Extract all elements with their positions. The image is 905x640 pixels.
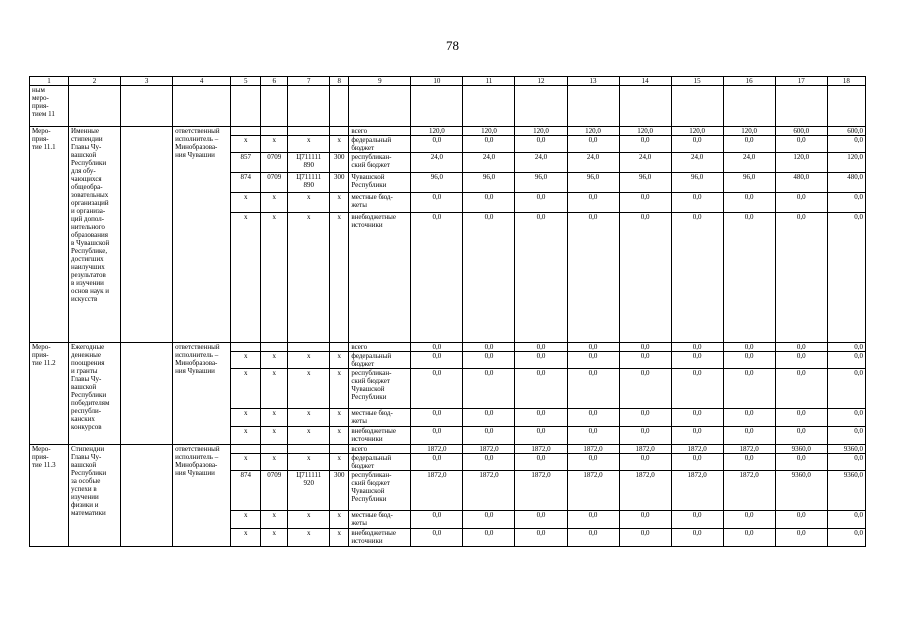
value-cell: 120,0 bbox=[619, 127, 671, 136]
empty-cell bbox=[288, 86, 330, 127]
expense-type-cell: х bbox=[330, 529, 349, 547]
value-cell: 0,0 bbox=[515, 352, 567, 369]
empty-cell bbox=[619, 86, 671, 127]
value-cell: 0,0 bbox=[671, 409, 723, 427]
empty-cell bbox=[261, 86, 288, 127]
value-cell: 24,0 bbox=[567, 153, 619, 173]
target-article-cell: х bbox=[288, 369, 330, 409]
header-cell: 15 bbox=[671, 77, 723, 86]
value-cell: 0,0 bbox=[775, 193, 827, 213]
value-cell: 0,0 bbox=[723, 454, 775, 471]
value-cell: 0,0 bbox=[619, 136, 671, 153]
header-cell: 7 bbox=[288, 77, 330, 86]
expense-type-cell: х bbox=[330, 352, 349, 369]
expense-type-cell: 300 bbox=[330, 471, 349, 511]
grbs-cell: х bbox=[231, 409, 261, 427]
grbs-cell: х bbox=[231, 529, 261, 547]
value-cell: 0,0 bbox=[411, 529, 463, 547]
page-number: 78 bbox=[446, 38, 459, 53]
value-cell: 1872,0 bbox=[723, 471, 775, 511]
value-cell: 24,0 bbox=[723, 153, 775, 173]
funding-source-cell: республикан- ский бюджет bbox=[349, 153, 411, 173]
target-article-cell: Ц711111 890 bbox=[288, 173, 330, 193]
value-cell: 0,0 bbox=[515, 369, 567, 409]
value-cell: 0,0 bbox=[567, 427, 619, 445]
target-article-cell: Ц711111 920 bbox=[288, 471, 330, 511]
empty-cell bbox=[515, 86, 567, 127]
expense-type-cell: х bbox=[330, 454, 349, 471]
expense-type-cell: 300 bbox=[330, 153, 349, 173]
expense-type-cell: 300 bbox=[330, 173, 349, 193]
funding-source-cell: внебюджетные источники bbox=[349, 529, 411, 547]
value-cell: 0,0 bbox=[775, 427, 827, 445]
table-body bbox=[30, 77, 866, 547]
value-cell: 0,0 bbox=[619, 409, 671, 427]
value-cell: 0,0 bbox=[827, 213, 865, 343]
target-article-cell bbox=[288, 343, 330, 352]
value-cell: 120,0 bbox=[671, 127, 723, 136]
empty-cell bbox=[121, 86, 173, 127]
value-cell: 0,0 bbox=[775, 136, 827, 153]
value-cell: 0,0 bbox=[567, 454, 619, 471]
section-cell bbox=[261, 445, 288, 454]
value-cell: 0,0 bbox=[411, 352, 463, 369]
value-cell: 0,0 bbox=[463, 213, 515, 343]
section-cell: х bbox=[261, 369, 288, 409]
funding-source-cell: местные бюд- жеты bbox=[349, 409, 411, 427]
section-cell: х bbox=[261, 511, 288, 529]
value-cell: 24,0 bbox=[619, 153, 671, 173]
expense-type-cell: х bbox=[330, 136, 349, 153]
section-cell: х bbox=[261, 352, 288, 369]
value-cell: 0,0 bbox=[515, 343, 567, 352]
value-cell: 0,0 bbox=[463, 427, 515, 445]
target-article-cell: х bbox=[288, 352, 330, 369]
value-cell: 1872,0 bbox=[463, 445, 515, 454]
funding-source-cell: федеральный бюджет bbox=[349, 136, 411, 153]
value-cell: 0,0 bbox=[671, 352, 723, 369]
measure-cell: Меро- прия- тие 11.1 bbox=[30, 127, 69, 343]
value-cell: 0,0 bbox=[671, 511, 723, 529]
empty-cell bbox=[121, 127, 173, 343]
grbs-cell: х bbox=[231, 427, 261, 445]
grbs-cell: 874 bbox=[231, 471, 261, 511]
empty-cell bbox=[411, 86, 463, 127]
value-cell: 96,0 bbox=[671, 173, 723, 193]
header-cell: 14 bbox=[619, 77, 671, 86]
funding-source-cell: Чувашской Республики bbox=[349, 173, 411, 193]
value-cell: 0,0 bbox=[463, 454, 515, 471]
value-cell: 0,0 bbox=[411, 213, 463, 343]
empty-cell bbox=[463, 86, 515, 127]
value-cell: 9360,0 bbox=[775, 471, 827, 511]
value-cell: 0,0 bbox=[463, 529, 515, 547]
section-cell bbox=[261, 343, 288, 352]
value-cell: 0,0 bbox=[671, 529, 723, 547]
grbs-cell bbox=[231, 127, 261, 136]
table-row bbox=[30, 445, 866, 454]
header-cell: 11 bbox=[463, 77, 515, 86]
value-cell: 0,0 bbox=[671, 427, 723, 445]
section-cell: х bbox=[261, 529, 288, 547]
continuation-row bbox=[30, 86, 866, 127]
grbs-cell bbox=[231, 343, 261, 352]
value-cell: 0,0 bbox=[619, 529, 671, 547]
value-cell: 0,0 bbox=[775, 409, 827, 427]
measure-name-cell: Именные стипендии Главы Чу- вашской Республики для обу- чающихся общеобра- зовательных организаций и организа- ций допол- нительного образования в Чувашской Республике, достигших наилучших результатов в изучении основ наук и искусств bbox=[69, 127, 121, 343]
empty-cell bbox=[775, 86, 827, 127]
value-cell: 1872,0 bbox=[619, 471, 671, 511]
value-cell: 0,0 bbox=[411, 369, 463, 409]
value-cell: 9360,0 bbox=[775, 445, 827, 454]
value-cell: 0,0 bbox=[723, 136, 775, 153]
value-cell: 1872,0 bbox=[411, 445, 463, 454]
target-article-cell: х bbox=[288, 529, 330, 547]
value-cell: 0,0 bbox=[775, 213, 827, 343]
value-cell: 0,0 bbox=[827, 409, 865, 427]
value-cell: 0,0 bbox=[567, 529, 619, 547]
value-cell: 0,0 bbox=[463, 409, 515, 427]
target-article-cell: Ц711111 890 bbox=[288, 153, 330, 173]
funding-source-cell: федеральный бюджет bbox=[349, 352, 411, 369]
grbs-cell bbox=[231, 445, 261, 454]
value-cell: 0,0 bbox=[723, 529, 775, 547]
value-cell: 0,0 bbox=[619, 511, 671, 529]
section-cell: х bbox=[261, 136, 288, 153]
value-cell: 1872,0 bbox=[723, 445, 775, 454]
section-cell: х bbox=[261, 454, 288, 471]
grbs-cell: х bbox=[231, 511, 261, 529]
value-cell: 0,0 bbox=[619, 454, 671, 471]
value-cell: 0,0 bbox=[827, 352, 865, 369]
value-cell: 24,0 bbox=[515, 153, 567, 173]
measure-name-cell: Стипендии Главы Чу- вашской Республики за особые успехи в изучении физики и математики bbox=[69, 445, 121, 547]
value-cell: 0,0 bbox=[463, 193, 515, 213]
section-cell: 0709 bbox=[261, 173, 288, 193]
value-cell: 96,0 bbox=[515, 173, 567, 193]
responsible-cell: ответственный исполнитель – Минобразова- ния Чувашии bbox=[173, 343, 231, 445]
value-cell: 0,0 bbox=[723, 343, 775, 352]
value-cell: 0,0 bbox=[567, 193, 619, 213]
section-cell bbox=[261, 127, 288, 136]
value-cell: 0,0 bbox=[515, 409, 567, 427]
funding-source-cell: внебюджетные источники bbox=[349, 213, 411, 343]
target-article-cell: х bbox=[288, 409, 330, 427]
header-cell: 8 bbox=[330, 77, 349, 86]
empty-cell bbox=[567, 86, 619, 127]
value-cell: 9360,0 bbox=[827, 445, 865, 454]
section-cell: х bbox=[261, 409, 288, 427]
value-cell: 0,0 bbox=[567, 343, 619, 352]
value-cell: 0,0 bbox=[671, 369, 723, 409]
value-cell: 0,0 bbox=[827, 454, 865, 471]
value-cell: 0,0 bbox=[827, 136, 865, 153]
value-cell: 1872,0 bbox=[515, 445, 567, 454]
value-cell: 0,0 bbox=[619, 193, 671, 213]
grbs-cell: 857 bbox=[231, 153, 261, 173]
grbs-cell: 874 bbox=[231, 173, 261, 193]
value-cell: 0,0 bbox=[671, 343, 723, 352]
expense-type-cell bbox=[330, 343, 349, 352]
section-cell: х bbox=[261, 427, 288, 445]
value-cell: 0,0 bbox=[411, 193, 463, 213]
section-cell: 0709 bbox=[261, 471, 288, 511]
value-cell: 600,0 bbox=[775, 127, 827, 136]
measure-name-cell: Ежегодные денежные поощрения и гранты Главы Чу- вашской Республики победителям республи- канских конкурсов bbox=[69, 343, 121, 445]
value-cell: 0,0 bbox=[775, 352, 827, 369]
value-cell: 0,0 bbox=[463, 511, 515, 529]
expense-type-cell: х bbox=[330, 511, 349, 529]
empty-cell bbox=[671, 86, 723, 127]
funding-source-cell: всего bbox=[349, 445, 411, 454]
value-cell: 0,0 bbox=[671, 193, 723, 213]
value-cell: 0,0 bbox=[567, 352, 619, 369]
value-cell: 1872,0 bbox=[515, 471, 567, 511]
value-cell: 0,0 bbox=[827, 369, 865, 409]
value-cell: 0,0 bbox=[567, 136, 619, 153]
value-cell: 0,0 bbox=[775, 369, 827, 409]
value-cell: 0,0 bbox=[567, 409, 619, 427]
header-cell: 13 bbox=[567, 77, 619, 86]
empty-cell bbox=[827, 86, 865, 127]
header-cell: 16 bbox=[723, 77, 775, 86]
header-cell: 17 bbox=[775, 77, 827, 86]
value-cell: 0,0 bbox=[463, 136, 515, 153]
grbs-cell: х bbox=[231, 352, 261, 369]
value-cell: 1872,0 bbox=[619, 445, 671, 454]
value-cell: 480,0 bbox=[827, 173, 865, 193]
value-cell: 0,0 bbox=[515, 193, 567, 213]
empty-cell bbox=[231, 86, 261, 127]
grbs-cell: х bbox=[231, 136, 261, 153]
value-cell: 1872,0 bbox=[671, 445, 723, 454]
target-article-cell: х bbox=[288, 136, 330, 153]
header-cell: 6 bbox=[261, 77, 288, 86]
value-cell: 0,0 bbox=[671, 454, 723, 471]
value-cell: 0,0 bbox=[619, 427, 671, 445]
value-cell: 0,0 bbox=[775, 529, 827, 547]
target-article-cell: х bbox=[288, 193, 330, 213]
table-row bbox=[30, 343, 866, 352]
value-cell: 24,0 bbox=[463, 153, 515, 173]
expense-type-cell: х bbox=[330, 369, 349, 409]
header-cell: 9 bbox=[349, 77, 411, 86]
value-cell: 0,0 bbox=[567, 369, 619, 409]
value-cell: 120,0 bbox=[567, 127, 619, 136]
empty-cell bbox=[723, 86, 775, 127]
empty-cell bbox=[173, 86, 231, 127]
empty-cell bbox=[121, 445, 173, 547]
value-cell: 120,0 bbox=[515, 127, 567, 136]
header-cell: 10 bbox=[411, 77, 463, 86]
value-cell: 0,0 bbox=[775, 454, 827, 471]
section-cell: х bbox=[261, 193, 288, 213]
value-cell: 0,0 bbox=[515, 454, 567, 471]
value-cell: 480,0 bbox=[775, 173, 827, 193]
target-article-cell bbox=[288, 127, 330, 136]
value-cell: 1872,0 bbox=[567, 471, 619, 511]
value-cell: 96,0 bbox=[567, 173, 619, 193]
value-cell: 0,0 bbox=[827, 193, 865, 213]
expense-type-cell: х bbox=[330, 409, 349, 427]
measure-cell: Меро- прия- тие 11.2 bbox=[30, 343, 69, 445]
funding-source-cell: всего bbox=[349, 343, 411, 352]
value-cell: 0,0 bbox=[827, 511, 865, 529]
value-cell: 120,0 bbox=[827, 153, 865, 173]
budget-table bbox=[29, 76, 866, 547]
header-cell: 18 bbox=[827, 77, 865, 86]
value-cell: 0,0 bbox=[723, 427, 775, 445]
value-cell: 0,0 bbox=[827, 427, 865, 445]
expense-type-cell: х bbox=[330, 213, 349, 343]
value-cell: 0,0 bbox=[463, 369, 515, 409]
value-cell: 1872,0 bbox=[567, 445, 619, 454]
value-cell: 0,0 bbox=[723, 369, 775, 409]
funding-source-cell: местные бюд- жеты bbox=[349, 511, 411, 529]
value-cell: 0,0 bbox=[619, 369, 671, 409]
value-cell: 120,0 bbox=[411, 127, 463, 136]
value-cell: 0,0 bbox=[619, 352, 671, 369]
value-cell: 0,0 bbox=[411, 454, 463, 471]
value-cell: 96,0 bbox=[463, 173, 515, 193]
target-article-cell: х bbox=[288, 454, 330, 471]
empty-cell bbox=[330, 86, 349, 127]
value-cell: 0,0 bbox=[723, 409, 775, 427]
grbs-cell: х bbox=[231, 213, 261, 343]
funding-source-cell: местные бюд- жеты bbox=[349, 193, 411, 213]
header-cell: 1 bbox=[30, 77, 69, 86]
value-cell: 0,0 bbox=[515, 213, 567, 343]
value-cell: 0,0 bbox=[775, 343, 827, 352]
target-article-cell: х bbox=[288, 511, 330, 529]
grbs-cell: х bbox=[231, 193, 261, 213]
section-cell: 0709 bbox=[261, 153, 288, 173]
value-cell: 96,0 bbox=[723, 173, 775, 193]
funding-source-cell: федеральный бюджет bbox=[349, 454, 411, 471]
empty-cell bbox=[121, 343, 173, 445]
expense-type-cell bbox=[330, 127, 349, 136]
value-cell: 0,0 bbox=[515, 529, 567, 547]
header-cell: 3 bbox=[121, 77, 173, 86]
empty-cell bbox=[349, 86, 411, 127]
value-cell: 0,0 bbox=[463, 352, 515, 369]
value-cell: 0,0 bbox=[515, 511, 567, 529]
empty-cell bbox=[69, 86, 121, 127]
value-cell: 96,0 bbox=[619, 173, 671, 193]
value-cell: 96,0 bbox=[411, 173, 463, 193]
table-row bbox=[30, 127, 866, 136]
target-article-cell bbox=[288, 445, 330, 454]
value-cell: 0,0 bbox=[775, 511, 827, 529]
target-article-cell: х bbox=[288, 213, 330, 343]
value-cell: 600,0 bbox=[827, 127, 865, 136]
value-cell: 1872,0 bbox=[411, 471, 463, 511]
target-article-cell: х bbox=[288, 427, 330, 445]
value-cell: 0,0 bbox=[411, 136, 463, 153]
header-cell: 4 bbox=[173, 77, 231, 86]
value-cell: 120,0 bbox=[775, 153, 827, 173]
value-cell: 120,0 bbox=[463, 127, 515, 136]
measure-cell: Меро- прия- тие 11.3 bbox=[30, 445, 69, 547]
value-cell: 0,0 bbox=[619, 213, 671, 343]
responsible-cell: ответственный исполнитель – Минобразова- ния Чувашии bbox=[173, 127, 231, 343]
header-cell: 12 bbox=[515, 77, 567, 86]
expense-type-cell: х bbox=[330, 427, 349, 445]
value-cell: 9360,0 bbox=[827, 471, 865, 511]
value-cell: 120,0 bbox=[723, 127, 775, 136]
header-cell: 2 bbox=[69, 77, 121, 86]
value-cell: 0,0 bbox=[723, 352, 775, 369]
value-cell: 0,0 bbox=[827, 343, 865, 352]
continuation-cell: ным меро- прия- тием 11 bbox=[30, 86, 69, 127]
value-cell: 1872,0 bbox=[671, 471, 723, 511]
value-cell: 0,0 bbox=[411, 409, 463, 427]
value-cell: 0,0 bbox=[515, 136, 567, 153]
funding-source-cell: республикан- ский бюджет Чувашской Республики bbox=[349, 471, 411, 511]
header-row bbox=[30, 77, 866, 86]
value-cell: 0,0 bbox=[515, 427, 567, 445]
value-cell: 0,0 bbox=[671, 213, 723, 343]
expense-type-cell: х bbox=[330, 193, 349, 213]
value-cell: 0,0 bbox=[619, 343, 671, 352]
section-cell: х bbox=[261, 213, 288, 343]
value-cell: 1872,0 bbox=[463, 471, 515, 511]
value-cell: 0,0 bbox=[411, 427, 463, 445]
value-cell: 0,0 bbox=[411, 511, 463, 529]
responsible-cell: ответственный исполнитель – Минобразова- ния Чувашии bbox=[173, 445, 231, 547]
value-cell: 0,0 bbox=[671, 136, 723, 153]
value-cell: 24,0 bbox=[411, 153, 463, 173]
value-cell: 0,0 bbox=[567, 213, 619, 343]
value-cell: 0,0 bbox=[463, 343, 515, 352]
grbs-cell: х bbox=[231, 369, 261, 409]
expense-type-cell bbox=[330, 445, 349, 454]
value-cell: 0,0 bbox=[723, 511, 775, 529]
header-cell: 5 bbox=[231, 77, 261, 86]
value-cell: 24,0 bbox=[671, 153, 723, 173]
grbs-cell: х bbox=[231, 454, 261, 471]
value-cell: 0,0 bbox=[567, 511, 619, 529]
value-cell: 0,0 bbox=[411, 343, 463, 352]
value-cell: 0,0 bbox=[723, 213, 775, 343]
funding-source-cell: республикан- ский бюджет Чувашской Республики bbox=[349, 369, 411, 409]
funding-source-cell: всего bbox=[349, 127, 411, 136]
funding-source-cell: внебюджетные источники bbox=[349, 427, 411, 445]
value-cell: 0,0 bbox=[827, 529, 865, 547]
value-cell: 0,0 bbox=[723, 193, 775, 213]
